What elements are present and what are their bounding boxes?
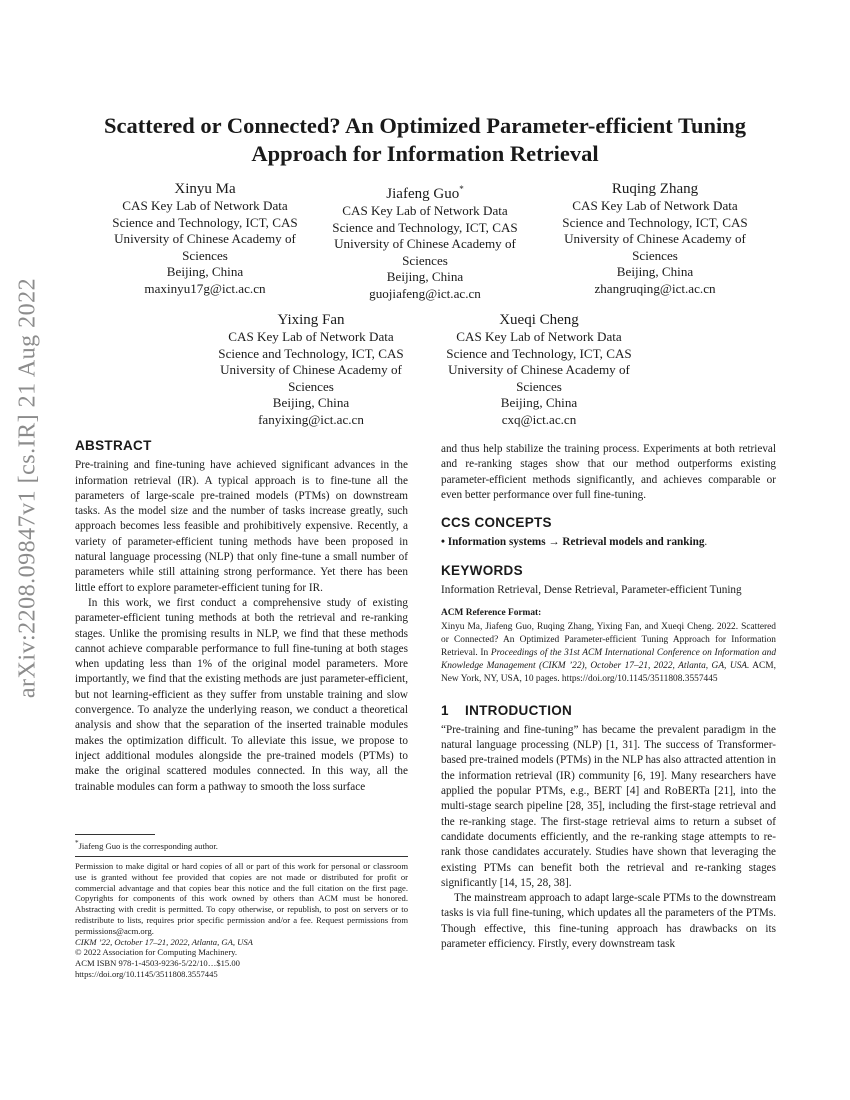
abstract-heading: ABSTRACT — [75, 438, 152, 453]
author-block-3 — [540, 180, 770, 298]
author-affiliation-line: Beijing, China — [386, 269, 464, 285]
author-affiliation-line: Sciences — [516, 378, 562, 394]
author-affiliation-line: Science and Technology, ICT, CAS — [562, 214, 748, 230]
author-block-2 — [315, 180, 535, 303]
author-affiliation-line: University of Chinese Academy of — [564, 231, 746, 247]
introduction-paragraph-1: “Pre-training and fine-tuning” has became the prevalent paradigm in the natural language processing (NLP) [1, 31]. The success of Transformer-based pre-trained models (PTMs) in the NLP has also attracted attention in the information retrieval (IR) community [6, 19]. Many researchers have applied the popular PTMs, e.g., BERT [4] and RoBERTa [21], into the multi-stage search pipeline [28, 35], including the first-stage retrieval and the re-ranking stage. The first-stage retrieval aims to return a subset of candidate documents efficiently, and the re-ranking stage attempts to re-rank those candidates accurately. Studies have shown that leveraging the existing PTMs can benefit both the retrieval and re-ranking stages significantly [14, 15, 28, 38]. — [441, 723, 776, 889]
arxiv-id: arXiv:2208.09847v1 [cs.IR] 21 Aug 2022 — [14, 277, 41, 699]
copyright-line: © 2022 Association for Computing Machinery. — [75, 947, 238, 958]
author-email: maxinyu17g@ict.ac.cn — [144, 280, 266, 296]
author-affiliation-line: Beijing, China — [272, 395, 350, 411]
footnote: *Jiafeng Guo is the corresponding author. — [75, 839, 218, 851]
author-affiliation-line: Science and Technology, ICT, CAS — [332, 219, 518, 235]
author-affiliation-line: CAS Key Lab of Network Data — [572, 198, 738, 213]
author-name: Jiafeng Guo* — [386, 184, 464, 202]
author-affiliation-line: Beijing, China — [616, 264, 694, 280]
author-block-4 — [200, 311, 422, 429]
doi-line: https://doi.org/10.1145/3511808.3557445 — [75, 968, 218, 979]
left-column — [75, 438, 408, 795]
author-affiliation-line: CAS Key Lab of Network Data — [228, 329, 394, 344]
keywords-text: Information Retrieval, Dense Retrieval, Parameter-efficient Tuning — [441, 584, 742, 597]
author-email: guojiafeng@ict.ac.cn — [369, 285, 481, 301]
author-affiliation-line: University of Chinese Academy of — [114, 231, 296, 247]
author-affiliation-line: Sciences — [182, 247, 228, 263]
author-block-5 — [428, 311, 650, 429]
author-affiliation-line: University of Chinese Academy of — [334, 236, 516, 252]
author-name: Xinyu Ma — [174, 181, 236, 197]
author-affiliation-line: University of Chinese Academy of — [220, 362, 402, 378]
isbn-line: ACM ISBN 978-1-4503-9236-5/22/10…$15.00 — [75, 958, 240, 969]
author-affiliation-line: Sciences — [402, 252, 448, 268]
author-email: zhangruqing@ict.ac.cn — [594, 280, 716, 296]
abstract-continuation: and thus help stabilize the training process. Experiments at both retrieval and re-ranking stages show that our method outperforms existing parameter-efficient methods significantly, and achieves comparable or even better performance over full fine-tuning. — [441, 443, 776, 501]
author-email: cxq@ict.ac.cn — [501, 411, 577, 427]
author-affiliation-line: Beijing, China — [500, 395, 578, 411]
author-affiliation-line: Science and Technology, ICT, CAS — [218, 345, 404, 361]
acm-reference-text: Xinyu Ma, Jiafeng Guo, Ruqing Zhang, Yixing Fan, and Xueqi Cheng. 2022. Scattered or Connected? An Optimized Parameter-efficient Tuning Approach for Information Retrieval. In Proceedings of the 31st ACM International Conference on Information and Knowledge Management (CIKM ’22), October 17–21, 2022, Atlanta, GA, USA. ACM, New York, NY, USA, 10 pages. https://doi.org/10.1145/3511808.3557445 — [441, 621, 777, 685]
paper-title: Scattered or Connected? An Optimized Parameter-efficient Tuning Approach for Information Retrieval — [104, 113, 746, 166]
abstract-paragraph-1: Pre-training and fine-tuning have achieved significant advances in the information retrieval (IR). A typical approach is to fine-tune all the parameters of large-scale pre-trained models (PTMs) on downstream tasks. As the model size and the number of tasks increase greatly, such approach becomes less feasible and prohibitively expensive. Recently, a variety of parameter-efficient tuning methods have been proposed in natural language processing (NLP) that only fine-tune a small number of parameters while still attaining strong performance. Yet there has been little effort to explore parameter-efficient tuning for IR. — [75, 459, 408, 594]
introduction-paragraph-2: The mainstream approach to adapt large-scale PTMs to the downstream tasks is via full fine-tuning, which updates all the parameters of the PTMs. Though effective, this fine-tuning approach has drawbacks on its parameter efficiency. Firstly, every downstream task — [441, 892, 776, 951]
corresponding-mark: * — [459, 184, 464, 194]
ccs-concepts: • Information systems → Retrieval models and ranking. — [441, 536, 708, 549]
author-affiliation-line: University of Chinese Academy of — [448, 362, 630, 378]
footnote-text: Jiafeng Guo is the corresponding author. — [78, 840, 218, 851]
author-email: fanyixing@ict.ac.cn — [258, 411, 364, 427]
permission-block — [75, 861, 408, 980]
keywords-heading: KEYWORDS — [441, 562, 523, 578]
author-affiliation-line: Science and Technology, ICT, CAS — [112, 214, 298, 230]
author-affiliation-line: Sciences — [288, 378, 334, 394]
author-name: Ruqing Zhang — [611, 181, 699, 197]
permission-rule — [75, 856, 408, 857]
ccs-text: Information systems → Retrieval models and ranking — [447, 536, 705, 549]
author-affiliation-line: Beijing, China — [166, 264, 244, 280]
abstract-paragraph-2: In this work, we first conduct a comprehensive study of existing parameter-efficient tuning methods at both the retrieval and re-ranking stages. Unlike the promising results in NLP, we find that these methods cannot achieve comparable performance to full fine-tuning at both stages when updating less than 1% of the original model parameters. More importantly, we find that the existing methods are just parameter-efficient, but not learning-efficient as they suffer from unstable training and slow convergence. To analyze the underlying reason, we conduct a theoretical analysis and show that the separation of the inserted trainable modules makes the optimization difficult. To alleviate this issue, we propose to inject additional modules alongside the pre-trained models (PTMs) to make the original scattered modules connected. In this way, all the trainable modules can form a pathway to smooth the loss surface — [75, 596, 408, 793]
author-affiliation-line: Science and Technology, ICT, CAS — [446, 345, 632, 361]
author-name: Xueqi Cheng — [499, 312, 579, 328]
author-affiliation-line: CAS Key Lab of Network Data — [342, 203, 508, 218]
right-column — [441, 442, 776, 952]
acm-reference-heading: ACM Reference Format: — [441, 608, 542, 619]
ccs-heading: CCS CONCEPTS — [441, 515, 552, 531]
author-affiliation-line: Sciences — [632, 247, 678, 263]
conference-line: CIKM ’22, October 17–21, 2022, Atlanta, GA, USA — [75, 936, 253, 947]
author-block-1 — [95, 180, 315, 298]
acm-reference — [441, 607, 776, 686]
author-affiliation-line: CAS Key Lab of Network Data — [456, 329, 622, 344]
author-name: Yixing Fan — [277, 312, 345, 328]
permission-text: Permission to make digital or hard copies of all or part of this work for personal or classroom use is granted without fee provided that copies are not made or distributed for profit or commercial advantage and that copies bear this notice and the full citation on the first page. Copyrights for components of this work owned by others than ACM must be honored. Abstracting with credit is permitted. To copy otherwise, or republish, to post on servers or to redistribute to lists, requires prior specific permission and/or a fee. Request permissions from permissions@acm.org. — [75, 861, 408, 936]
introduction-heading: 1 INTRODUCTION — [441, 702, 573, 718]
footnote-rule — [75, 834, 155, 835]
author-affiliation-line: CAS Key Lab of Network Data — [122, 198, 288, 213]
arxiv-watermark — [6, 277, 50, 699]
